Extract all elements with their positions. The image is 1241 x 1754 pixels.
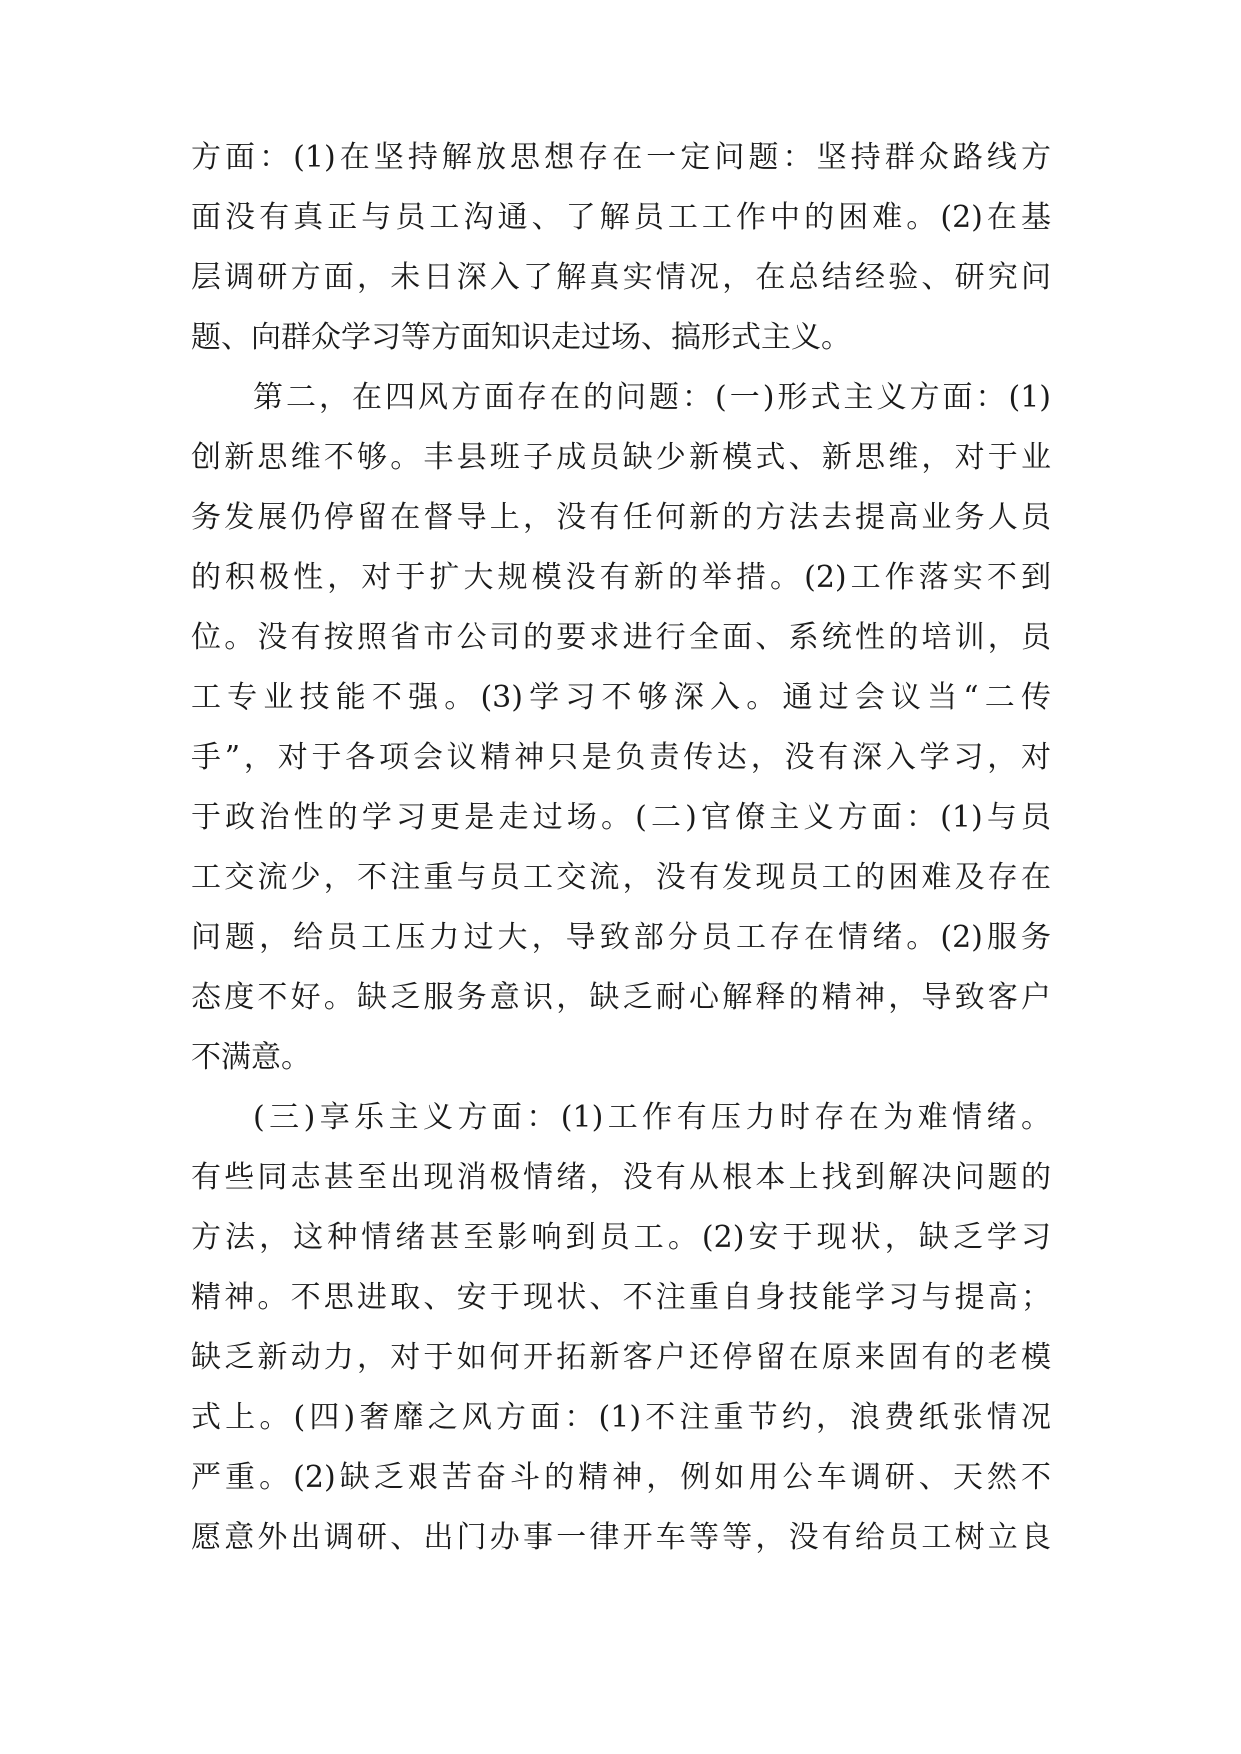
text-line: 缺乏新动力，对于如何开拓新客户还停留在原来固有的老模	[191, 1340, 1051, 1375]
text-line: 工交流少，不注重与员工交流，没有发现员工的困难及存在	[191, 860, 1051, 895]
text-line: 工专业技能不强。(3)学习不够深入。通过会议当“二传	[191, 680, 1051, 715]
text-line: 创新思维不够。丰县班子成员缺少新模式、新思维，对于业	[191, 440, 1051, 475]
text-line: 愿意外出调研、出门办事一律开车等等，没有给员工树立良	[191, 1520, 1051, 1555]
text-line: 第二，在四风方面存在的问题：(一)形式主义方面：(1)	[253, 380, 1051, 415]
text-line: 位。没有按照省市公司的要求进行全面、系统性的培训，员	[191, 620, 1051, 655]
text-line: 有些同志甚至出现消极情绪，没有从根本上找到解决问题的	[191, 1160, 1051, 1195]
text-line: 方面：(1)在坚持解放思想存在一定问题：坚持群众路线方	[191, 140, 1051, 175]
text-line: 务发展仍停留在督导上，没有任何新的方法去提高业务人员	[191, 500, 1051, 535]
text-line: 的积极性，对于扩大规模没有新的举措。(2)工作落实不到	[191, 560, 1051, 595]
text-line: 严重。(2)缺乏艰苦奋斗的精神，例如用公车调研、天然不	[191, 1460, 1051, 1495]
text-line: 式上。(四)奢靡之风方面：(1)不注重节约，浪费纸张情况	[191, 1400, 1051, 1435]
text-line: 于政治性的学习更是走过场。(二)官僚主义方面：(1)与员	[191, 800, 1051, 835]
text-line: 面没有真正与员工沟通、了解员工工作中的困难。(2)在基	[191, 200, 1051, 235]
text-line: 手”，对于各项会议精神只是负责传达，没有深入学习，对	[191, 740, 1051, 775]
text-line: (三)享乐主义方面：(1)工作有压力时存在为难情绪。	[253, 1100, 1051, 1135]
text-line: 题、向群众学习等方面知识走过场、搞形式主义。	[191, 320, 851, 355]
body-text	[191, 128, 1051, 1568]
text-line: 态度不好。缺乏服务意识，缺乏耐心解释的精神，导致客户	[191, 980, 1051, 1015]
text-line: 问题，给员工压力过大，导致部分员工存在情绪。(2)服务	[191, 920, 1051, 955]
text-line: 层调研方面，未日深入了解真实情况，在总结经验、研究问	[191, 260, 1051, 295]
text-line: 方法，这种情绪甚至影响到员工。(2)安于现状，缺乏学习	[191, 1220, 1051, 1255]
text-line: 不满意。	[191, 1040, 311, 1075]
text-line: 精神。不思进取、安于现状、不注重自身技能学习与提高；	[191, 1280, 1051, 1315]
